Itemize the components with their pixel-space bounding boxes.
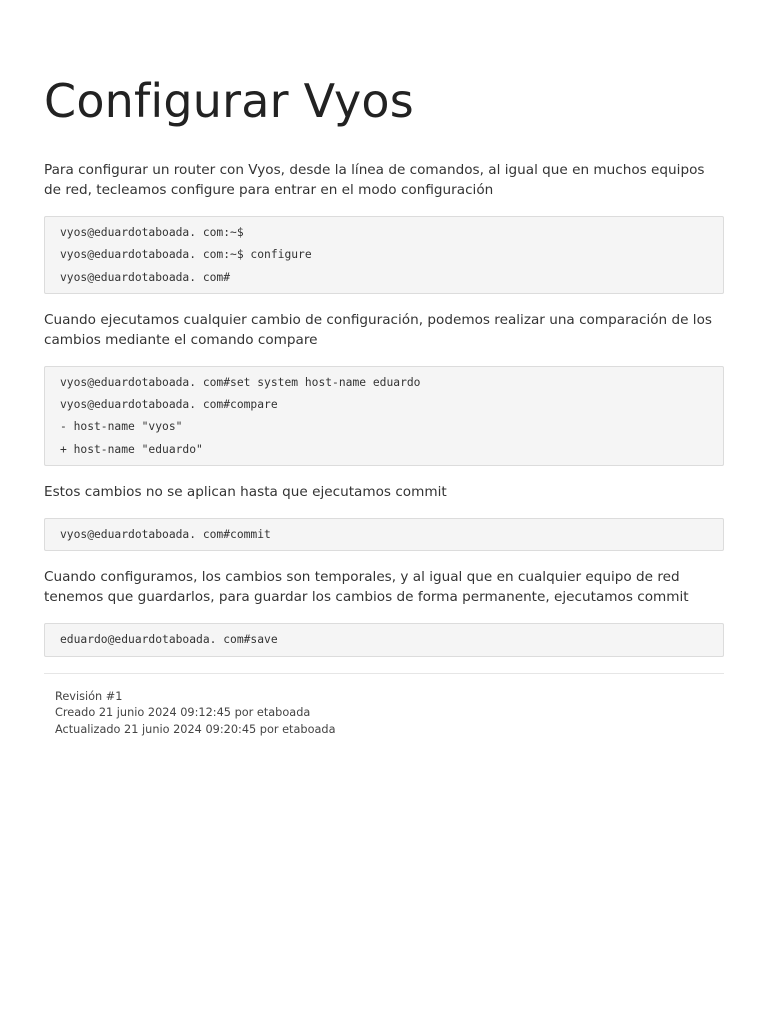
code-block-save[interactable] [44, 623, 724, 656]
save-paragraph: Cuando configuramos, los cambios son temporales, y al igual que en cualquier equipo de red tenemos que guardarlos, para guardar los cambios de forma permanente, ejecutamos commit [44, 569, 689, 606]
revision-updated: Actualizado 21 junio 2024 09:20:45 por etaboada [55, 723, 336, 737]
code-line: vyos@eduardotaboada. com:~$ [60, 226, 244, 239]
code-block-configure[interactable] [44, 216, 724, 294]
revision-created: Creado 21 junio 2024 09:12:45 por etaboada [55, 706, 311, 720]
code-line: vyos@eduardotaboada. com# [60, 270, 231, 284]
compare-paragraph: Cuando ejecutamos cualquier cambio de configuración, podemos realizar una comparación de los cambios mediante el comando compare [44, 311, 712, 348]
revision-meta [44, 674, 724, 739]
code-line: vyos@eduardotaboada. com#set system host-name eduardo [60, 375, 421, 389]
commit-paragraph: Estos cambios no se aplican hasta que ejecutamos commit [44, 484, 447, 501]
revision-label: Revisión #1 [55, 689, 123, 703]
code-line: - host-name "vyos" [60, 420, 183, 434]
page-title: Configurar Vyos [44, 74, 414, 128]
code-block-compare[interactable] [44, 366, 724, 466]
code-line: + host-name "eduardo" [60, 442, 203, 456]
code-line: vyos@eduardotaboada. com#compare [60, 398, 278, 412]
intro-paragraph: Para configurar un router con Vyos, desde la línea de comandos, al igual que en muchos equipos de red, tecleamos configure para entrar en el modo configuración [44, 162, 705, 198]
code-block-commit[interactable] [44, 518, 724, 551]
code-line: vyos@eduardotaboada. com#commit [60, 528, 271, 542]
code-line: vyos@eduardotaboada. com:~$ configure [60, 248, 312, 262]
code-line: eduardo@eduardotaboada. com#save [60, 633, 278, 647]
